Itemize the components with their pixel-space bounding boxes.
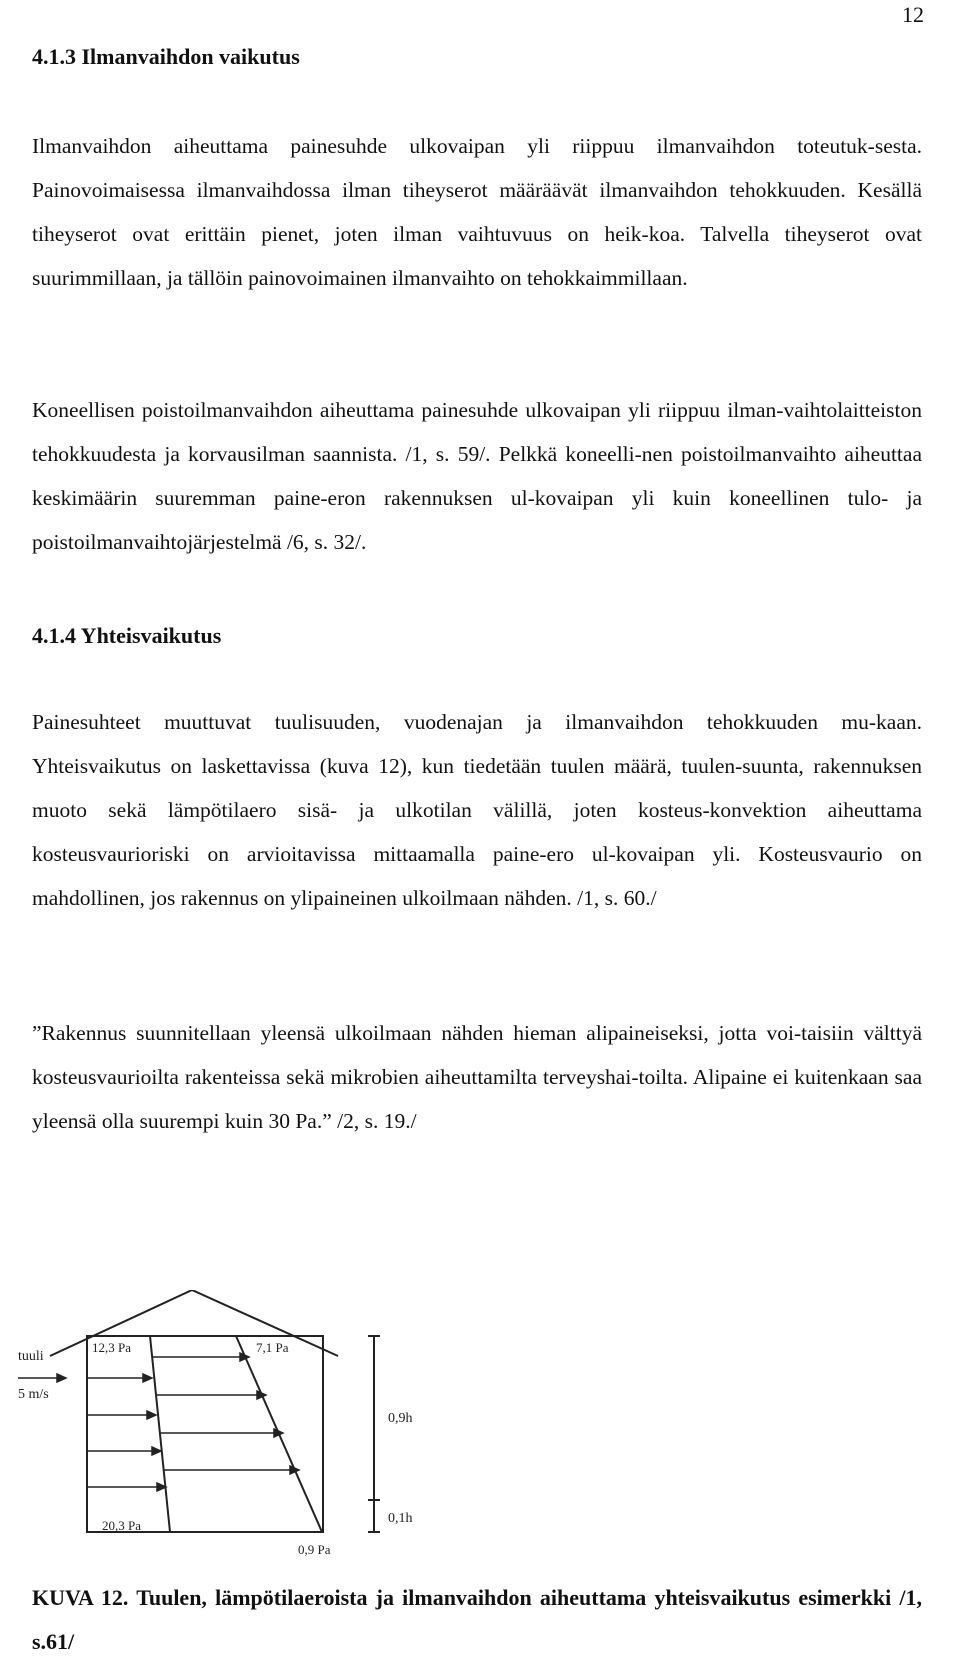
paragraph: Koneellisen poistoilmanvaihdon aiheuttama painesuhde ulkovaipan yli riippuu ilman-vaihtolaitteiston tehokkuudesta ja korvausilman saannista. /1, s. 59/. Pelkkä koneelli-nen poistoilmanvaihto aiheuttaa keskimäärin suuremman paine-eron rakennuksen ul-kovaipan yli kuin koneellinen tulo- ja poistoilmanvaihtojärjestelmä /6, s. 32/.: [32, 398, 922, 554]
section-heading-ilmanvaihdon-vaikutus: 4.1.3 Ilmanvaihdon vaikutus: [32, 44, 300, 69]
paragraph: Ilmanvaihdon aiheuttama painesuhde ulkovaipan yli riippuu ilmanvaihdon toteutuk-sesta. Painovoimaisessa ilmanvaihdossa ilman tiheyserot määräävät ilmanvaihdon tehokkuuden. Kesällä tiheyserot ovat erittäin pienet, joten ilman vaihtuvuus on heik-koa. Talvella tiheyserot ovat suurimmillaan, ja tällöin painovoimainen ilmanvaihto on tehokkaimmillaan.: [32, 134, 922, 290]
bottom-pressure-label: 0,9 Pa: [298, 1542, 331, 1557]
bottom-left-pressure-label: 20,3 Pa: [102, 1518, 141, 1533]
pressure-diagram: [0, 1290, 960, 1570]
paragraph: ”Rakennus suunnitellaan yleensä ulkoilmaan nähden hieman alipaineiseksi, jotta voi-taisiin välttyä kosteusvaurioilta rakenteissa sekä mikrobien aiheuttamilta terveyshai-toilta. Alipaine ei kuitenkaan saa yleensä olla suurempi kuin 30 Pa.” /2, s. 19./: [32, 1021, 922, 1133]
wind-speed-label: 5 m/s: [18, 1387, 49, 1402]
top-left-pressure-label: 12,3 Pa: [92, 1340, 131, 1355]
top-right-pressure-label: 7,1 Pa: [256, 1340, 289, 1355]
inner-arrows: [88, 1353, 299, 1491]
wind-label: tuuli: [18, 1349, 44, 1364]
left-pressure-profile: [150, 1336, 170, 1532]
building-outline: [87, 1336, 323, 1532]
page-number: 12: [902, 2, 924, 27]
section-heading-yhteisvaikutus: 4.1.4 Yhteisvaikutus: [32, 623, 222, 648]
figure-caption: KUVA 12. Tuulen, lämpötilaeroista ja ilmanvaihdon aiheuttama yhteisvaikutus esimerkki /1, s.61/: [32, 1585, 922, 1654]
height-upper-label: 0,9h: [388, 1411, 413, 1426]
height-lower-label: 0,1h: [388, 1511, 413, 1526]
paragraph: Painesuhteet muuttuvat tuulisuuden, vuodenajan ja ilmanvaihdon tehokkuuden mu-kaan. Yhteisvaikutus on laskettavissa (kuva 12), kun tiedetään tuulen määrä, tuulen-suunta, rakennuksen muoto sekä lämpötilaero sisä- ja ulkotilan välillä, joten kosteus-konvektion aiheuttama kosteusvaurioriski on arvioitavissa mittaamalla paine-ero ul-kovaipan yli. Kosteusvaurio on mahdollinen, jos rakennus on ylipaineinen ulkoilmaan nähden. /1, s. 60./: [32, 710, 922, 910]
